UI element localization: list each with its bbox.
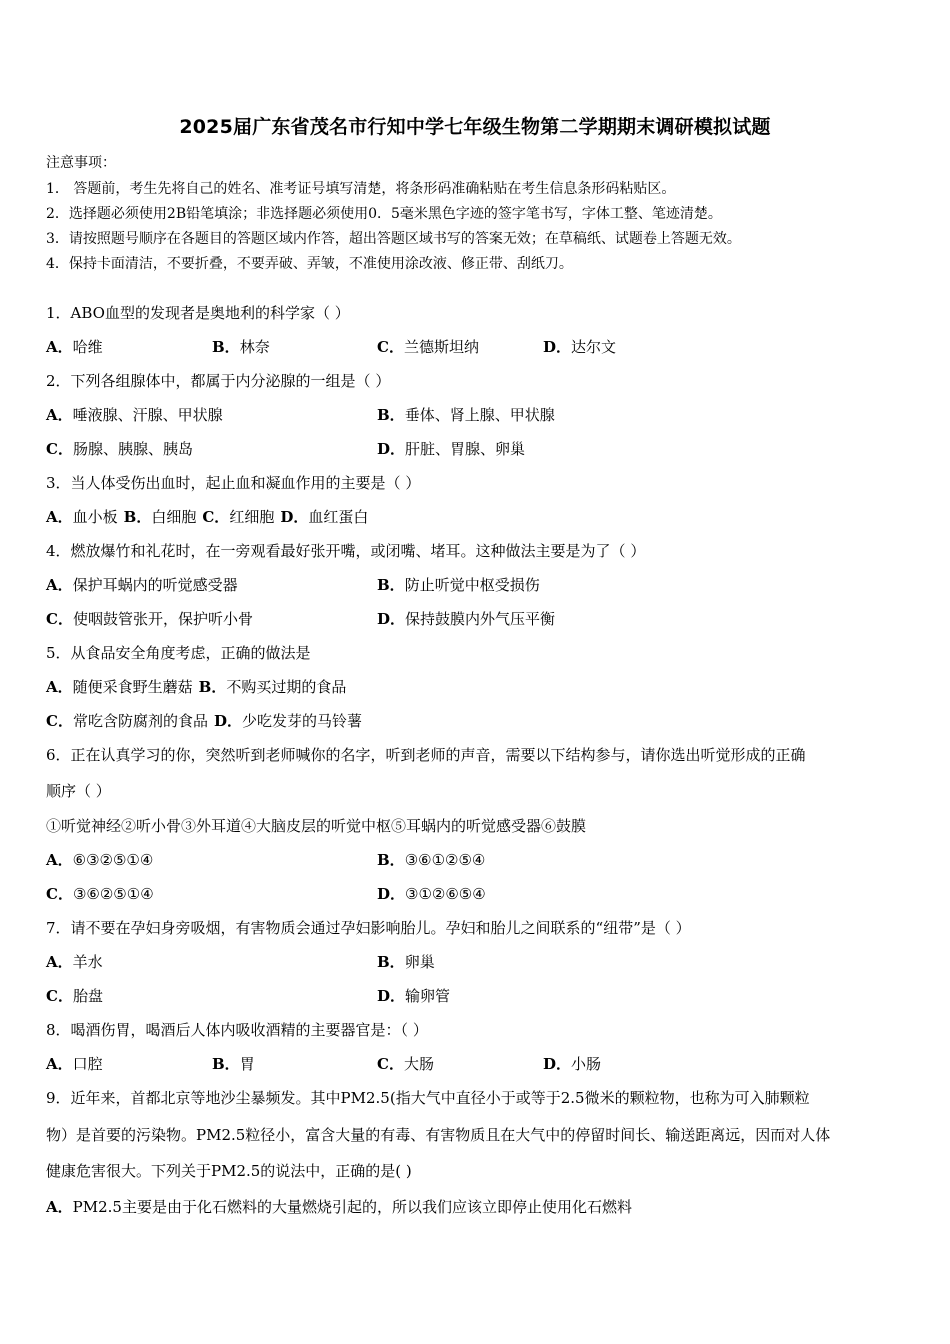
- option-a: [46, 336, 103, 357]
- option-text: 输卵管: [405, 987, 451, 1005]
- option-label: C．: [46, 885, 73, 903]
- options-row: [46, 676, 346, 697]
- option-a: [46, 404, 223, 425]
- option-b: [377, 574, 540, 595]
- question-stem-continued: 物）是首要的污染物。PM2.5粒径小，富含大量的有毒、有害物质且在大气中的停留时间长、输送距离远，因而对人体: [46, 1126, 831, 1144]
- question-stem: ABO血型的发现者是奥地利的科学家（ ）: [70, 304, 350, 322]
- option-c: [377, 1053, 434, 1074]
- option-label: B．: [377, 406, 405, 424]
- question-stem: 燃放爆竹和礼花时，在一旁观看最好张开嘴，或闭嘴、堵耳。这种做法主要是为了（ ）: [70, 542, 646, 560]
- option-label: A．: [46, 576, 73, 594]
- question-number: 6．: [46, 746, 71, 764]
- option-label: C．: [46, 440, 73, 458]
- notice-item: 2．选择题必须使用2B铅笔填涂；非选择题必须使用0．5毫米黑色字迹的签字笔书写，字体工整、笔迹清楚。: [46, 206, 722, 222]
- option-text: 常吃含防腐剂的食品: [72, 712, 208, 730]
- option-d: [377, 883, 486, 904]
- question-2: [46, 370, 390, 391]
- option-label: D．: [377, 440, 406, 458]
- question-number: 9．: [46, 1089, 71, 1107]
- option-text: 肠腺、胰腺、胰岛: [72, 440, 193, 458]
- option-label: A．: [46, 678, 73, 696]
- question-number: 7．: [46, 919, 71, 937]
- question-number: 8．: [46, 1021, 71, 1039]
- option-label: A．: [46, 508, 73, 526]
- option-label: D．: [543, 338, 572, 356]
- option-label: C．: [46, 610, 73, 628]
- option-b: [212, 1053, 255, 1074]
- option-c: [46, 883, 154, 904]
- option-a: [46, 849, 153, 870]
- option-c: [46, 608, 253, 629]
- option-d: [543, 336, 616, 357]
- option-label: C．: [46, 987, 73, 1005]
- option-label: C．: [377, 338, 404, 356]
- option-d: [377, 608, 555, 629]
- option-b: [212, 336, 270, 357]
- option-c: [46, 985, 103, 1006]
- option-text: 肝脏、胃腺、卵巢: [405, 440, 526, 458]
- option-text: ⑥③②⑤①④: [72, 851, 154, 869]
- option-text: 小肠: [571, 1055, 602, 1073]
- option-text: 羊水: [72, 953, 103, 971]
- option-d: [377, 438, 525, 459]
- option-text: 保护耳蜗内的听觉感受器: [72, 576, 238, 594]
- option-label: B．: [212, 1055, 240, 1073]
- notice-item: 1． 答题前，考生先将自己的姓名、准考证号填写清楚，将条形码准确粘贴在考生信息条形码粘贴区。: [46, 181, 676, 197]
- question-number: 5．: [46, 644, 71, 662]
- option-label: D．: [377, 885, 406, 903]
- option-a: [46, 951, 103, 972]
- option-text: 卵巢: [404, 953, 435, 971]
- option-c: [46, 438, 193, 459]
- option-text: PM2.5主要是由于化石燃料的大量燃烧引起的，所以我们应该立即停止使用化石燃料: [72, 1198, 632, 1216]
- option-label: D．: [377, 987, 406, 1005]
- option-label: A．: [46, 1055, 73, 1073]
- option-label: C．: [46, 712, 73, 730]
- question-stem-continued: 健康危害很大。下列关于PM2.5的说法中，正确的是( ): [46, 1162, 412, 1180]
- option-text: ③①②⑥⑤④: [405, 885, 486, 903]
- option-a: [46, 1053, 103, 1074]
- notice-item: 3．请按照题号顺序在各题目的答题区域内作答，超出答题区域书写的答案无效；在草稿纸、试题卷上答题无效。: [46, 231, 741, 247]
- notice-item: 4．保持卡面清洁，不要折叠，不要弄破、弄皱，不准使用涂改液、修正带、刮纸刀。: [46, 256, 573, 272]
- options-row: [46, 710, 362, 731]
- question-9: [46, 1087, 810, 1108]
- option-label: A．: [46, 851, 73, 869]
- option-text: 兰德斯坦纳: [403, 338, 479, 356]
- option-label: B．: [198, 678, 227, 696]
- option-text: 不购买过期的食品: [226, 678, 347, 696]
- option-text: 血小板: [72, 508, 118, 526]
- question-4: [46, 540, 645, 561]
- question-stem: 下列各组腺体中，都属于内分泌腺的一组是（ ）: [70, 372, 391, 390]
- option-text: 使咽鼓管张开，保护听小骨: [72, 610, 253, 628]
- option-text: 胎盘: [72, 987, 103, 1005]
- option-text: 血红蛋白: [308, 508, 369, 526]
- question-stem-continued: ①听觉神经②听小骨③外耳道④大脑皮层的听觉中枢⑤耳蜗内的听觉感受器⑥鼓膜: [46, 817, 587, 835]
- question-stem: 正在认真学习的你，突然听到老师喊你的名字，听到老师的声音，需要以下结构参与，请你选出听觉形成的正确: [70, 746, 806, 764]
- option-label: B．: [123, 508, 152, 526]
- option-label: D．: [280, 508, 309, 526]
- question-stem-continued: 顺序（ ）: [46, 782, 111, 800]
- option-label: B．: [377, 851, 405, 869]
- option-b: [377, 404, 555, 425]
- option-label: B．: [377, 576, 405, 594]
- question-number: 4．: [46, 542, 71, 560]
- option-text: 保持鼓膜内外气压平衡: [405, 610, 556, 628]
- question-stem: 当人体受伤出血时，起止血和凝血作用的主要是（ ）: [70, 474, 421, 492]
- question-3: [46, 472, 420, 493]
- option-text: 防止听觉中枢受损伤: [404, 576, 540, 594]
- question-5: [46, 642, 311, 663]
- option-label: D．: [213, 712, 242, 730]
- question-number: 1．: [46, 304, 71, 322]
- question-7: [46, 917, 691, 938]
- question-1: [46, 302, 350, 323]
- option-text: 红细胞: [229, 508, 275, 526]
- option-label: B．: [212, 338, 240, 356]
- option-label: A．: [46, 406, 73, 424]
- question-8: [46, 1019, 428, 1040]
- question-6: [46, 744, 806, 765]
- option-c: [377, 336, 479, 357]
- option-d: [543, 1053, 601, 1074]
- option-a: [46, 574, 238, 595]
- option-b: [377, 951, 435, 972]
- option-text: 达尔文: [571, 338, 617, 356]
- option-text: 白细胞: [151, 508, 197, 526]
- question-stem: 喝酒伤胃，喝酒后人体内吸收酒精的主要器官是：（ ）: [70, 1021, 428, 1039]
- option-label: C．: [202, 508, 230, 526]
- option-label: B．: [377, 953, 405, 971]
- option-a: [46, 1196, 632, 1217]
- question-stem: 请不要在孕妇身旁吸烟，有害物质会通过孕妇影响胎儿。孕妇和胎儿之间联系的“纽带”是（ ）: [70, 919, 691, 937]
- option-text: 哈维: [72, 338, 103, 356]
- option-text: 口腔: [72, 1055, 103, 1073]
- option-text: 唾液腺、汗腺、甲状腺: [72, 406, 223, 424]
- option-label: C．: [377, 1055, 404, 1073]
- option-text: 胃: [239, 1055, 255, 1073]
- question-stem: 近年来，首都北京等地沙尘暴频发。其中PM2.5(指大气中直径小于或等于2.5微米的颗粒物，也称为可入肺颗粒: [70, 1089, 810, 1107]
- question-number: 3．: [46, 474, 71, 492]
- notice-heading: 注意事项：: [46, 155, 116, 171]
- option-label: A．: [46, 953, 73, 971]
- option-text: ③⑥①②⑤④: [404, 851, 486, 869]
- question-stem: 从食品安全角度考虑，正确的做法是: [70, 644, 311, 662]
- option-text: 垂体、肾上腺、甲状腺: [404, 406, 555, 424]
- page-title: 2025届广东省茂名市行知中学七年级生物第二学期期末调研模拟试题: [179, 116, 771, 138]
- options-row: [46, 506, 368, 527]
- question-number: 2．: [46, 372, 71, 390]
- option-label: A．: [46, 1198, 73, 1216]
- option-text: 林奈: [239, 338, 270, 356]
- option-label: D．: [543, 1055, 572, 1073]
- option-text: 少吃发芽的马铃薯: [241, 712, 362, 730]
- option-text: ③⑥②⑤①④: [72, 885, 154, 903]
- option-label: D．: [377, 610, 406, 628]
- option-text: 大肠: [403, 1055, 434, 1073]
- option-b: [377, 849, 485, 870]
- option-text: 随便采食野生蘑菇: [72, 678, 193, 696]
- option-d: [377, 985, 450, 1006]
- option-label: A．: [46, 338, 73, 356]
